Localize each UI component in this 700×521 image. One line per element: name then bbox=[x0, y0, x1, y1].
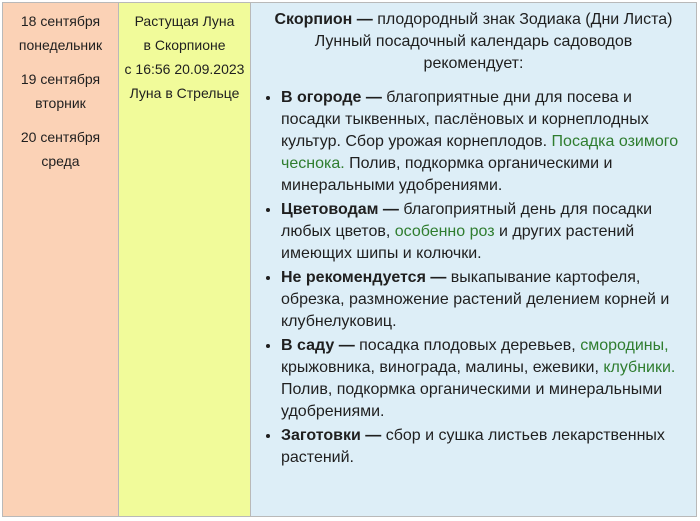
date-entry bbox=[3, 125, 118, 173]
item-text: сбор и сушка листьев лекарственных растений. bbox=[281, 427, 665, 466]
item-title: В огороде — bbox=[281, 89, 382, 106]
item-text: благоприятный день для посадки любых цветов, bbox=[281, 201, 653, 240]
moon-phase-column bbox=[119, 3, 251, 516]
item-title: В саду — bbox=[281, 337, 355, 354]
date-weekday: понедельник bbox=[18, 37, 103, 53]
intro-text bbox=[265, 9, 682, 75]
moon-phase: Растущая Луна bbox=[134, 13, 235, 29]
date-day: 20 сентября bbox=[20, 129, 101, 145]
item-text: Полив, подкормка органическими и минеральными удобрениями. bbox=[281, 381, 663, 420]
intro-description: плодородный знак Зодиака (Дни Листа) Лунный посадочный календарь садоводов рекомендует: bbox=[314, 11, 673, 72]
item-title: Не рекомендуется — bbox=[281, 269, 447, 286]
item-highlight: клубники. bbox=[603, 359, 676, 376]
item-title: Заготовки — bbox=[281, 427, 382, 444]
date-day: 19 сентября bbox=[20, 71, 101, 87]
moon-change-time: с 16:56 20.09.2023 bbox=[124, 61, 245, 77]
moon-next-sign: Луна в Стрельце bbox=[129, 85, 240, 101]
calendar-table bbox=[2, 2, 697, 517]
item-text: благоприятные дни для посева и посадки тыквенных, паслёновых и корнеплодных культур. Сбор урожая корнеплодов. bbox=[281, 89, 649, 150]
item-text: крыжовника, винограда, малины, ежевики, bbox=[281, 359, 604, 376]
list-item bbox=[281, 199, 688, 265]
list-item bbox=[281, 87, 688, 197]
moon-sign: в Скорпионе bbox=[143, 37, 226, 53]
dates-column bbox=[3, 3, 119, 516]
date-entry bbox=[3, 9, 118, 57]
date-weekday: вторник bbox=[35, 95, 86, 111]
recommendations-column bbox=[251, 3, 696, 516]
item-text: и других растений имеющих шипы и колючки. bbox=[281, 223, 635, 262]
item-text: посадка плодовых деревьев, bbox=[354, 337, 581, 354]
item-text: Полив, подкормка органическими и минеральными удобрениями. bbox=[281, 155, 613, 194]
list-item bbox=[281, 267, 688, 333]
list-item bbox=[281, 335, 688, 423]
list-item bbox=[281, 425, 688, 469]
recommendations-list bbox=[259, 87, 688, 469]
item-highlight: особенно роз bbox=[394, 223, 495, 240]
item-highlight: смородины, bbox=[580, 337, 669, 354]
zodiac-sign: Скорпион — bbox=[274, 11, 373, 28]
date-weekday: среда bbox=[41, 153, 80, 169]
date-entry bbox=[3, 67, 118, 115]
date-day: 18 сентября bbox=[20, 13, 101, 29]
item-title: Цветоводам — bbox=[281, 201, 399, 218]
item-text: выкапывание картофеля, обрезка, размножение растений делением корней и клубнелуковиц. bbox=[281, 269, 670, 330]
item-highlight: Посадка озимого чеснока. bbox=[281, 133, 679, 172]
